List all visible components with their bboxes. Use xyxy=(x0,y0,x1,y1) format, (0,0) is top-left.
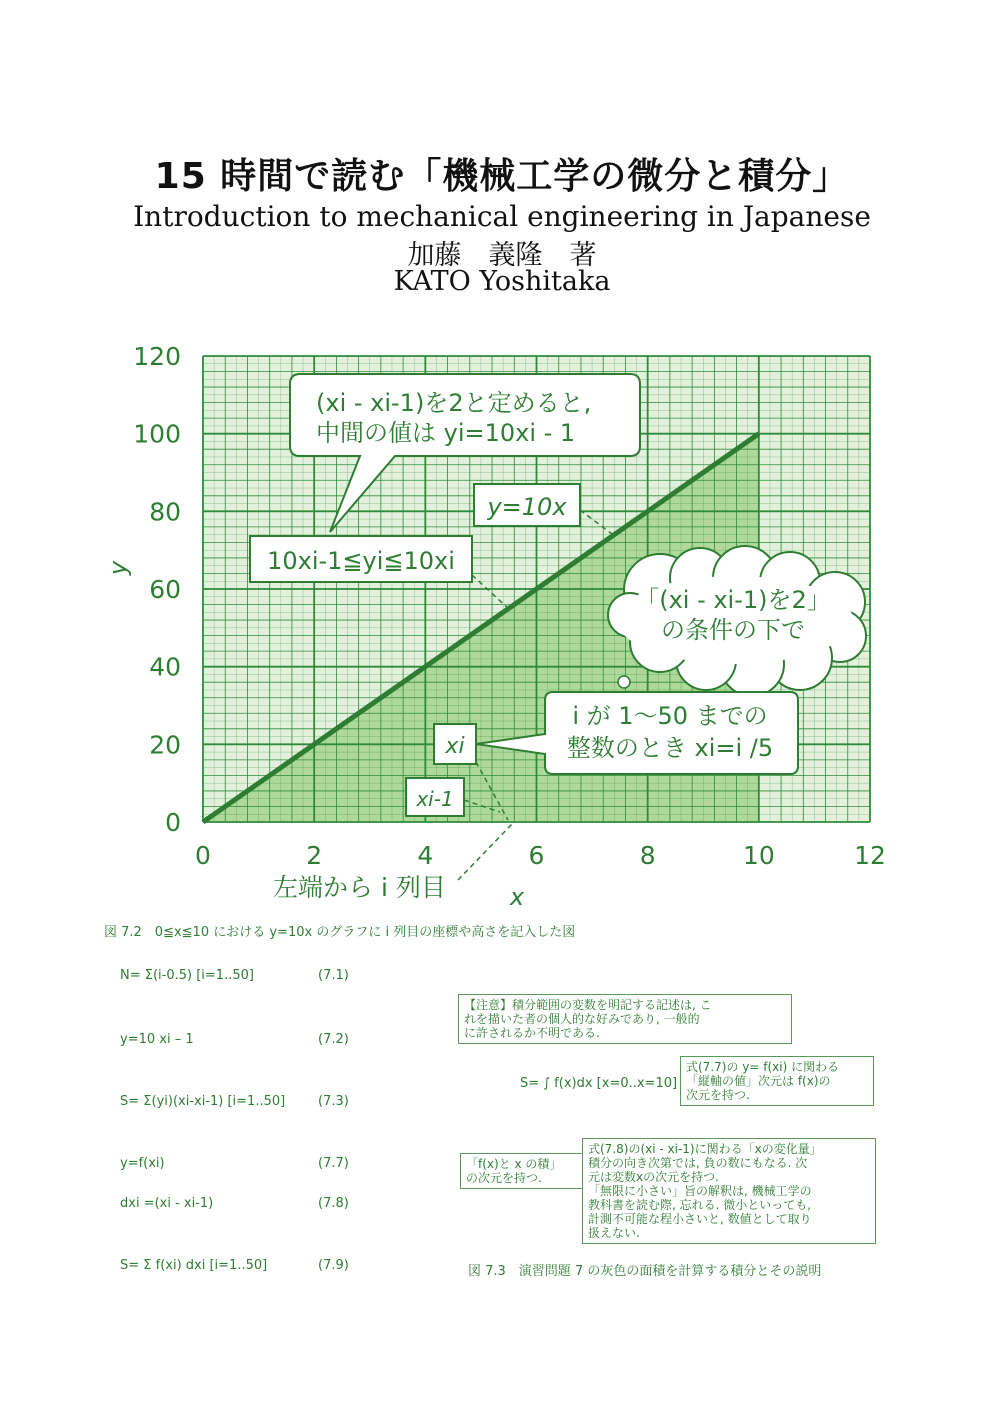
figure-7-2-caption: 図 7.2 0≦x≦10 における y=10x のグラフに i 列目の座標や高さを記入した図 xyxy=(104,925,576,940)
figure-7-3-caption: 図 7.3 演習問題 7 の灰色の面積を計算する積分とその説明 xyxy=(468,1264,822,1279)
note-product-dimension: 「f(x)と x の積」 の次元を持つ. xyxy=(460,1153,584,1189)
column-label-text: 左端から i 列目 xyxy=(273,873,446,902)
figure-7-2-chart xyxy=(0,320,1004,920)
equation-expression: S= Σ f(xi) dxi [i=1..50] xyxy=(120,1258,268,1273)
book-title: 15 時間で読む「機械工学の微分と積分」 xyxy=(154,156,850,197)
cloud-tail-dot xyxy=(618,676,630,688)
xim1-label-text: xi-1 xyxy=(416,787,454,811)
equation-number: (7.1) xyxy=(318,968,349,983)
note-change-of-x: 式(7.8)の(xi - xi-1)に関わる「xの変化量」 積分の向き次第では, 負の数にもなる. 次 元は変数xの次元を持つ. 「無限に小さい」旨の解釈は, 機械工学の 教科書を読む際, 忘れる. 微小といっても, 計測不可能な程小さいと, 数値として取り 扱えない. xyxy=(582,1138,876,1244)
y-tick-label: 0 xyxy=(165,808,181,837)
x-tick-label: 4 xyxy=(417,841,434,870)
author-english: KATO Yoshitaka xyxy=(393,266,611,297)
equation-number: (7.9) xyxy=(318,1258,349,1273)
line-label-text: y=10x xyxy=(487,493,567,521)
xi-label-text: xi xyxy=(445,734,465,759)
note-caution: 【注意】積分範囲の変数を明記する記述は, こ れを描いた者の個人的な好みであり, 一般的 に許されるか不明である. xyxy=(458,994,792,1044)
cloud-text-2: の条件の下で xyxy=(661,616,805,644)
ineq-label-text: 10xi-1≦yi≦10xi xyxy=(267,547,455,575)
integral-formula: S= ∫ f(x)dx [x=0..x=10] xyxy=(520,1076,678,1091)
x-tick-label: 12 xyxy=(854,841,886,870)
equation-expression: y=10 xi – 1 xyxy=(120,1032,194,1047)
book-subtitle: Introduction to mechanical engineering in Japanese xyxy=(133,200,871,233)
equation-expression: S= Σ(yi)(xi-xi-1) [i=1..50] xyxy=(120,1094,286,1109)
column-leader xyxy=(458,824,512,880)
x-tick-label: 0 xyxy=(195,841,211,870)
cloud-text-1: 「(xi - xi-1)を2」 xyxy=(635,586,831,614)
equation-number: (7.2) xyxy=(318,1032,349,1047)
x-axis-label: x xyxy=(509,883,525,911)
y-tick-label: 40 xyxy=(149,652,181,682)
range-text-1: i が 1～50 までの xyxy=(572,702,768,730)
equation-expression: y=f(xi) xyxy=(120,1156,165,1171)
range-text-2: 整数のとき xi=i /5 xyxy=(566,734,774,762)
bubble-text-1: (xi - xi-1)を2と定めると, xyxy=(316,389,592,417)
x-tick-label: 8 xyxy=(639,841,656,870)
y-tick-label: 100 xyxy=(133,419,181,449)
x-tick-label: 6 xyxy=(528,841,545,870)
equation-number: (7.3) xyxy=(318,1094,349,1109)
author-japanese: 加藤 義隆 著 xyxy=(407,240,597,271)
y-tick-label: 60 xyxy=(149,575,181,604)
equation-number: (7.8) xyxy=(318,1196,349,1211)
y-tick-label: 120 xyxy=(133,342,181,371)
y-tick-label: 80 xyxy=(149,497,181,527)
y-axis-label: y xyxy=(104,560,132,576)
y-tick-label: 20 xyxy=(149,730,181,760)
equation-expression: dxi =(xi - xi-1) xyxy=(120,1196,214,1211)
note-vertical-value: 式(7.7)の y= f(xi) に関わる 「縦軸の値」次元は f(x)の 次元を持つ. xyxy=(680,1056,874,1106)
equation-expression: N= Σ(i-0.5) [i=1..50] xyxy=(120,968,254,983)
equation-number: (7.7) xyxy=(318,1156,349,1171)
bubble-text-2: 中間の値は yi=10xi - 1 xyxy=(316,419,576,447)
x-tick-label: 10 xyxy=(742,841,775,870)
x-tick-label: 2 xyxy=(306,841,323,870)
